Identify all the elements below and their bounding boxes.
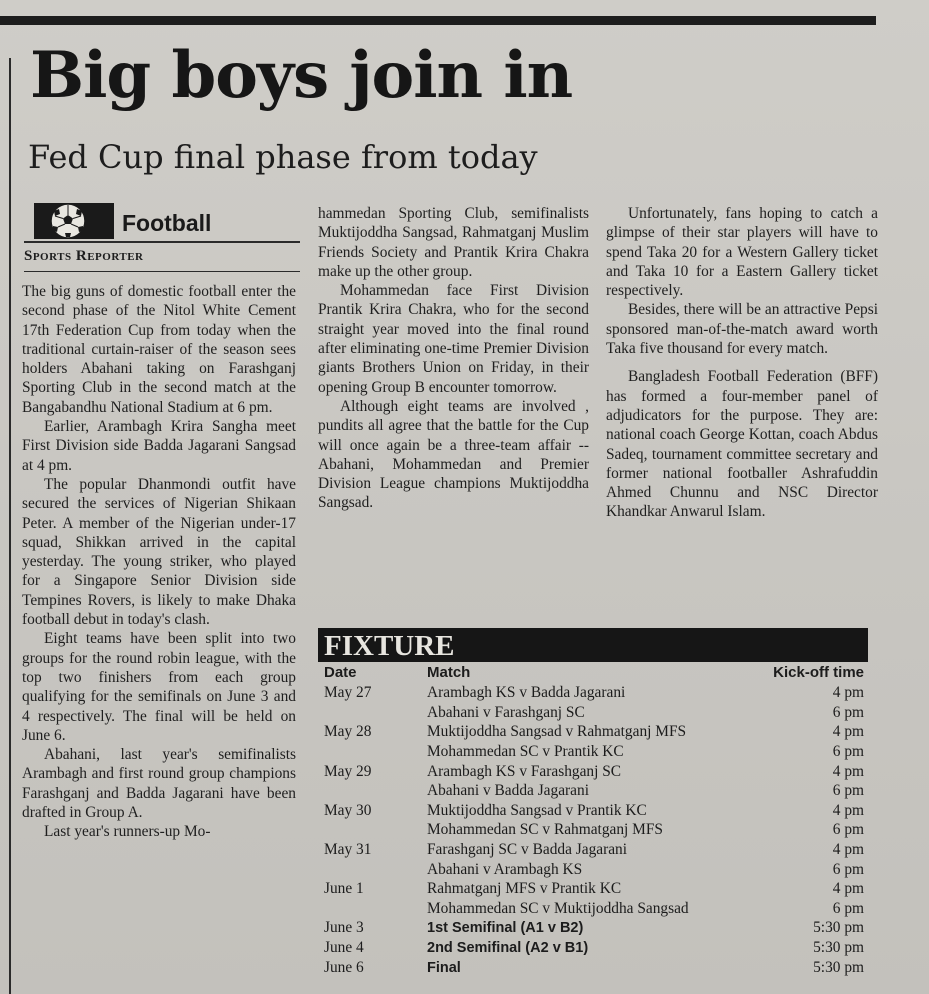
fixture-date: June 6	[324, 959, 364, 976]
fixture-date: June 3	[324, 919, 364, 936]
fixture-time: 5:30 pm	[813, 919, 864, 936]
fixture-time: 4 pm	[832, 802, 864, 819]
fixture-header-bar	[318, 628, 868, 662]
left-column-rule	[9, 58, 11, 994]
fixture-row	[318, 762, 868, 782]
article-column-1	[22, 282, 296, 842]
article-column-3	[606, 204, 878, 522]
article-paragraph: Although eight teams are involved , pundits all agree that the battle for the Cup will once again be a three-team affair -- Abahani, Mohammedan and Premier Division League champions Muktijoddha Sangsad.	[318, 397, 589, 512]
fixture-match: Arambagh KS v Farashganj SC	[427, 763, 622, 780]
fixture-time: 5:30 pm	[813, 939, 864, 956]
fixture-match: Arambagh KS v Badda Jagarani	[427, 684, 626, 701]
article-paragraph: Earlier, Arambagh Krira Sangha meet First Division side Badda Jagarani Sangsad at 4 pm.	[22, 418, 296, 474]
fixture-time: 5:30 pm	[813, 959, 864, 976]
fixture-row	[318, 899, 868, 919]
fixture-match: Mohammedan SC v Rahmatganj MFS	[427, 821, 663, 838]
fixture-time: 6 pm	[832, 704, 864, 721]
fixture-date: June 4	[324, 939, 364, 956]
section-divider	[24, 241, 300, 243]
fixture-row	[318, 801, 868, 821]
headline: Big boys join in	[30, 38, 573, 113]
article-paragraph: Last year's runners-up Mo-	[44, 823, 211, 841]
fixture-date: May 29	[324, 763, 372, 780]
article-paragraph: The big guns of domestic football enter the second phase of the Nitol White Cement 17th Federation Cup from today when the traditional curtain-raiser of the season sees holders Abahani taking on Farashganj Sporting Club in the second match at the Bangabandhu National Stadium at 6 pm.	[22, 283, 296, 416]
fixture-time: 4 pm	[832, 684, 864, 701]
fixture-date: May 30	[324, 802, 372, 819]
article-paragraph: hammedan Sporting Club, semifinalists Muktijoddha Sangsad, Rahmatganj Muslim Friends Society and Prantik Krira Chakra make up the other group.	[318, 205, 589, 280]
fixture-row	[318, 840, 868, 860]
fixture-time: 4 pm	[832, 880, 864, 897]
section-label: Football	[122, 210, 212, 236]
soccer-ball-icon	[34, 203, 114, 239]
article-paragraph: Abahani, last year's semifinalists Arambagh and first round group champions Farashganj and Badda Jagarani have been drafted in Group A.	[22, 746, 296, 822]
byline-divider	[24, 271, 300, 272]
fixture-row	[318, 879, 868, 899]
article-paragraph: Eight teams have been split into two groups for the round robin league, with the top two finishers from each group qualifying for the semifinals on June 3 and 4 respectively. The final will be held on June 6.	[22, 630, 296, 744]
article-paragraph: Mohammedan face First Division Prantik Krira Chakra, who for the second straight year moved into the final round after eliminating one-time Premier Division giants Brothers Union on Friday, in their opening Group B encounter tomorrow.	[318, 282, 589, 396]
fixture-time: 6 pm	[832, 821, 864, 838]
fixture-match: Muktijoddha Sangsad v Rahmatganj MFS	[427, 723, 687, 740]
fixture-match: 2nd Semifinal (A2 v B1)	[427, 940, 589, 956]
article-paragraph: Unfortunately, fans hoping to catch a glimpse of their star players will have to spend Taka 20 for a Western Gallery ticket and Taka 10 for a Eastern Gallery ticket respectively.	[606, 205, 878, 300]
article-paragraph: The popular Dhanmondi outfit have secured the services of Nigerian Shikaan Peter. A member of the Nigerian under-17 squad, Shikkan arrived in the capital yesterday. The young striker, who played for a Singapore Senior Division side Tempines Rovers, is likely to make Dhaka football debut in today's clash.	[22, 475, 296, 629]
fixture-time: 4 pm	[832, 841, 864, 858]
fixture-row	[318, 703, 868, 723]
fixture-row	[318, 860, 868, 880]
fixture-match: Farashganj SC v Badda Jagarani	[427, 841, 628, 858]
fixture-row	[318, 938, 868, 958]
fixture-date: May 27	[324, 684, 372, 701]
fixture-header-time: Kick-off time	[773, 664, 864, 681]
fixture-header-date: Date	[324, 664, 357, 681]
fixture-row	[318, 722, 868, 742]
fixture-title: FIXTURE	[324, 630, 455, 662]
fixture-time: 4 pm	[832, 723, 864, 740]
fixture-match: Abahani v Badda Jagarani	[427, 782, 589, 799]
fixture-row	[318, 781, 868, 801]
fixture-time: 6 pm	[832, 900, 864, 917]
fixture-date: June 1	[324, 880, 364, 897]
fixture-row	[318, 742, 868, 762]
fixture-match: Mohammedan SC v Prantik KC	[427, 743, 624, 760]
article-paragraph: Besides, there will be an attractive Pepsi sponsored man-of-the-match award worth Taka five thousand for every match.	[606, 301, 878, 358]
fixture-time: 6 pm	[832, 782, 864, 799]
fixture-column-headers	[318, 663, 868, 683]
article-paragraph: Bangladesh Football Federation (BFF) has formed a four-member panel of adjudicators for the purpose. They are: national coach George Kottan, coach Abdus Sadeq, tournament committee secretary and former national footballer Ashrafuddin Ahmed Chunnu and NSC Director Khandkar Anwarul Islam.	[606, 368, 878, 521]
fixture-date: May 31	[324, 841, 372, 858]
fixture-match: Final	[427, 960, 461, 976]
top-rule	[0, 16, 876, 25]
fixture-match: Mohammedan SC v Muktijoddha Sangsad	[427, 900, 689, 917]
article-column-2	[318, 204, 589, 513]
fixture-time: 6 pm	[832, 743, 864, 760]
fixture-row	[318, 683, 868, 703]
section-tag	[24, 201, 300, 241]
fixture-match: Muktijoddha Sangsad v Prantik KC	[427, 802, 647, 819]
byline: Sports Reporter	[24, 248, 144, 264]
fixture-match: 1st Semifinal (A1 v B2)	[427, 920, 584, 936]
fixture-match: Rahmatganj MFS v Prantik KC	[427, 880, 622, 897]
fixture-row	[318, 958, 868, 978]
subheadline: Fed Cup final phase from today	[28, 138, 538, 176]
fixture-header-match: Match	[427, 664, 471, 681]
fixture-row	[318, 918, 868, 938]
fixture-date: May 28	[324, 723, 372, 740]
fixture-match: Abahani v Farashganj SC	[427, 704, 585, 721]
fixture-match: Abahani v Arambagh KS	[427, 861, 583, 878]
fixture-row	[318, 820, 868, 840]
fixture-time: 6 pm	[832, 861, 864, 878]
fixture-time: 4 pm	[832, 763, 864, 780]
